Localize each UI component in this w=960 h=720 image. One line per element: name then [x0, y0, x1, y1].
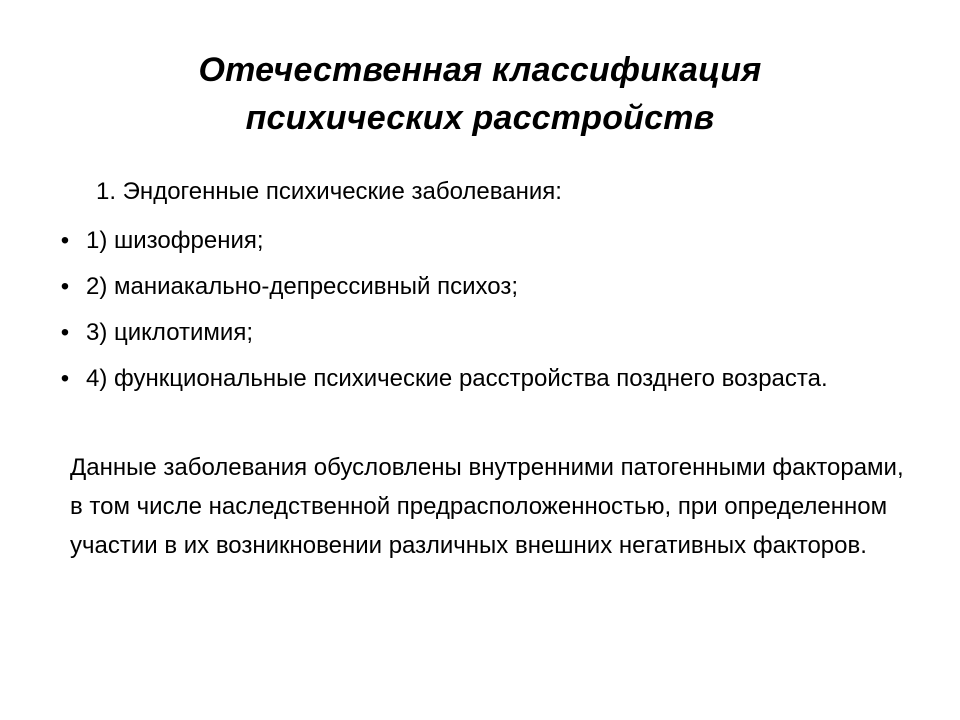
- list-item-text: 4) функциональные психические расстройства позднего возраста.: [86, 365, 828, 392]
- title-line-1: Отечественная классификация: [198, 51, 762, 89]
- list-item: [0, 224, 960, 258]
- slide-title: [0, 46, 960, 142]
- list-item-text: 1) шизофрения;: [86, 227, 264, 254]
- list-item-text: 3) циклотимия;: [86, 319, 253, 346]
- bullet-list: [0, 224, 960, 408]
- list-item-text: 2) маниакально-депрессивный психоз;: [86, 273, 518, 300]
- intro-heading: 1. Эндогенные психические заболевания:: [96, 178, 562, 205]
- list-item: [0, 270, 960, 304]
- explanation-paragraph: Данные заболевания обусловлены внутренними патогенными факторами, в том числе наследственной предрасположенностью, при определенном участии в их возникновении различных внешних негативных факторов.: [70, 454, 904, 559]
- bullet-icon: •: [60, 273, 70, 300]
- bullet-icon: •: [60, 319, 70, 346]
- bullet-icon: •: [60, 365, 70, 392]
- bullet-icon: •: [60, 227, 70, 254]
- title-line-2: психических расстройств: [245, 99, 715, 137]
- list-item: [0, 362, 960, 396]
- list-item: [0, 316, 960, 350]
